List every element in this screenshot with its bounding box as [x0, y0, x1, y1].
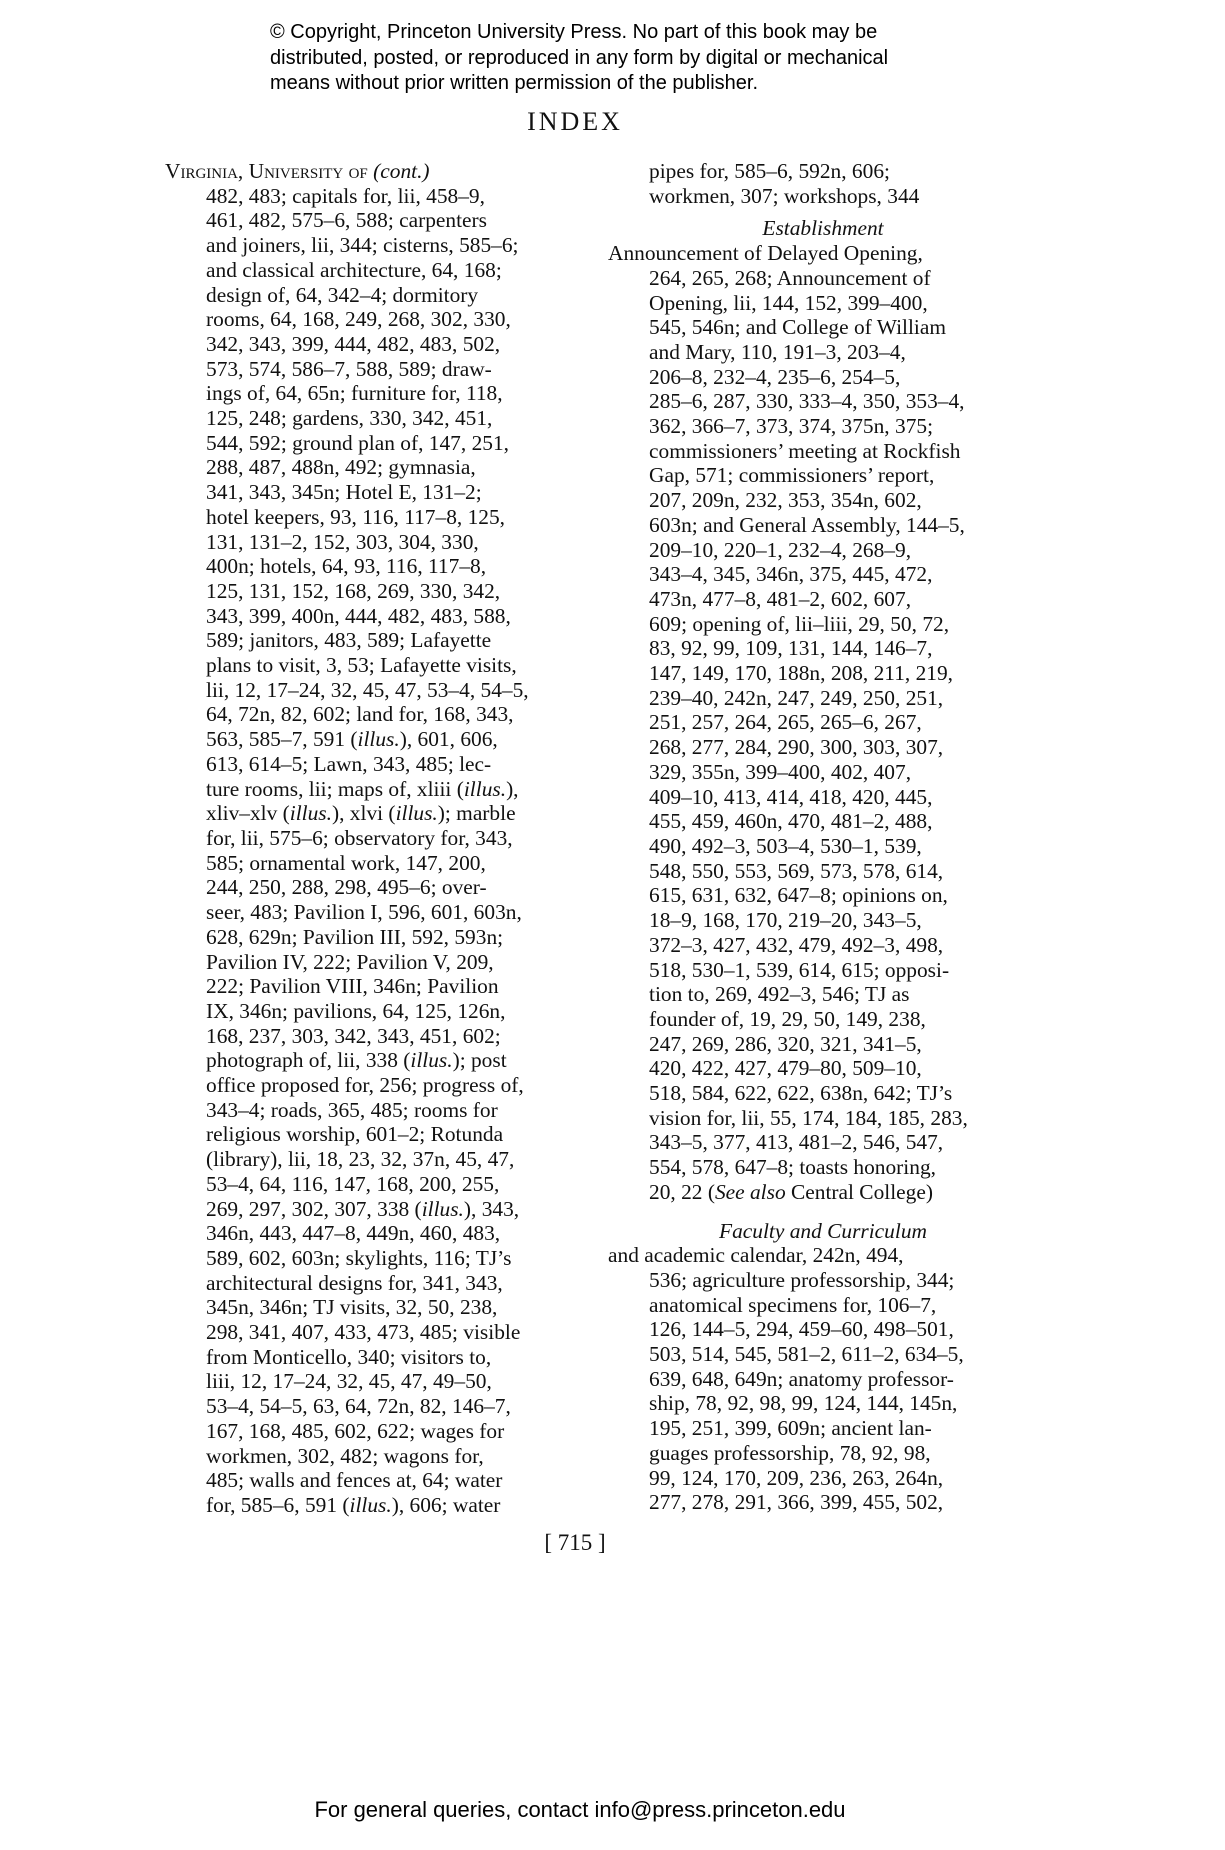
index-line: commissioners’ meeting at Rockfish — [649, 438, 961, 463]
index-line: 461, 482, 575–6, 588; carpenters — [206, 208, 487, 233]
index-line: 490, 492–3, 503–4, 530–1, 539, — [649, 833, 922, 858]
index-line: workmen, 307; workshops, 344 — [649, 183, 920, 208]
section-heading-faculty: Faculty and Curriculum — [719, 1218, 927, 1243]
line-text: ); post — [452, 1048, 507, 1073]
index-line: 342, 343, 399, 444, 482, 483, 502, — [206, 331, 501, 356]
index-line: ship, 78, 92, 98, 99, 124, 144, 145n, — [649, 1391, 958, 1416]
line-text: 563, 585–7, 591 ( — [206, 727, 358, 752]
index-line: hotel keepers, 93, 116, 117–8, 125, — [206, 504, 506, 529]
index-line: 167, 168, 485, 602, 622; wages for — [206, 1418, 505, 1443]
index-line: 345n, 346n; TJ visits, 32, 50, 238, — [206, 1295, 498, 1320]
entry-continued: (cont.) — [373, 159, 430, 183]
index-line: 277, 278, 291, 366, 399, 455, 502, — [649, 1490, 944, 1515]
index-line: 343–5, 377, 413, 481–2, 546, 547, — [649, 1130, 944, 1155]
index-line: 639, 648, 649n; anatomy professor- — [649, 1366, 954, 1391]
page-title: INDEX — [527, 107, 623, 136]
index-line: 589, 602, 603n; skylights, 116; TJ’s — [206, 1245, 512, 1270]
index-line — [165, 727, 575, 752]
index-line: 603n; and General Assembly, 144–5, — [649, 512, 965, 537]
index-line: 341, 343, 345n; Hotel E, 131–2; — [206, 480, 482, 505]
index-line: 609; opening of, lii–liii, 29, 50, 72, — [649, 611, 950, 636]
see-also-italic: See also — [714, 1179, 786, 1204]
index-line: 485; walls and fences at, 64; water — [206, 1468, 503, 1493]
index-line: tion to, 269, 492–3, 546; TJ as — [649, 982, 910, 1007]
index-line: 125, 131, 152, 168, 269, 330, 342, — [206, 578, 501, 603]
index-line: rooms, 64, 168, 249, 268, 302, 330, — [206, 307, 511, 332]
index-line: 372–3, 427, 432, 479, 492–3, 498, — [649, 932, 944, 957]
index-line: 536; agriculture professorship, 344; — [649, 1267, 955, 1292]
illus-italic: illus. — [421, 1196, 464, 1221]
index-line: and academic calendar, 242n, 494, — [608, 1243, 904, 1268]
index-line: 268, 277, 284, 290, 300, 303, 307, — [649, 735, 944, 760]
index-line: for, lii, 575–6; observatory for, 343, — [206, 825, 513, 850]
index-line — [608, 1180, 1018, 1205]
index-line: 420, 422, 427, 479–80, 509–10, — [649, 1056, 922, 1081]
line-text: ture rooms, lii; maps of, xliii ( — [206, 776, 464, 801]
index-line: 222; Pavilion VIII, 346n; Pavilion — [206, 974, 499, 999]
index-line: 615, 631, 632, 647–8; opinions on, — [649, 883, 948, 908]
line-text: for, 585–6, 591 ( — [206, 1492, 350, 1517]
index-line: liii, 12, 17–24, 32, 45, 47, 49–50, — [206, 1369, 492, 1394]
entry-name: Virginia, University of — [165, 159, 368, 183]
index-line: plans to visit, 3, 53; Lafayette visits, — [206, 653, 517, 678]
line-text: ), xlvi ( — [331, 801, 396, 826]
index-line: 239–40, 242n, 247, 249, 250, 251, — [649, 685, 944, 710]
index-line: 400n; hotels, 64, 93, 116, 117–8, — [206, 554, 487, 579]
index-line: Opening, lii, 144, 152, 399–400, — [649, 290, 928, 315]
line-text: ), 601, 606, — [399, 727, 498, 752]
index-line: 131, 131–2, 152, 303, 304, 330, — [206, 529, 479, 554]
index-line: lii, 12, 17–24, 32, 45, 47, 53–4, 54–5, — [206, 677, 529, 702]
index-line: 544, 592; ground plan of, 147, 251, — [206, 430, 510, 455]
index-line: 125, 248; gardens, 330, 342, 451, — [206, 406, 493, 431]
index-line: 573, 574, 586–7, 588, 589; draw- — [206, 356, 492, 381]
index-line: IX, 346n; pavilions, 64, 125, 126n, — [206, 998, 506, 1023]
line-text: ), 606; water — [391, 1492, 501, 1517]
index-line: 195, 251, 399, 609n; ancient lan- — [649, 1416, 932, 1441]
index-line: and joiners, lii, 344; cisterns, 585–6; — [206, 233, 519, 258]
index-line: 343–4; roads, 365, 485; rooms for — [206, 1097, 498, 1122]
index-line: 343, 399, 400n, 444, 482, 483, 588, — [206, 603, 511, 628]
index-line: 207, 209n, 232, 353, 354n, 602, — [649, 488, 922, 513]
index-line: 83, 92, 99, 109, 131, 144, 146–7, — [649, 636, 933, 661]
index-line: 518, 530–1, 539, 614, 615; opposi- — [649, 957, 950, 982]
index-line: religious worship, 601–2; Rotunda — [206, 1122, 504, 1147]
index-line: Announcement of Delayed Opening, — [608, 241, 923, 266]
line-text: Central College) — [785, 1179, 933, 1204]
index-line: anatomical specimens for, 106–7, — [649, 1292, 937, 1317]
index-line: 206–8, 232–4, 235–6, 254–5, — [649, 364, 901, 389]
index-line: 518, 584, 622, 622, 638n, 642; TJ’s — [649, 1081, 953, 1106]
index-line: pipes for, 585–6, 592n, 606; — [649, 159, 890, 183]
index-line: 362, 366–7, 373, 374, 375n, 375; — [649, 414, 934, 439]
index-line: 548, 550, 553, 569, 573, 578, 614, — [649, 858, 944, 883]
index-line: 346n, 443, 447–8, 449n, 460, 483, — [206, 1221, 501, 1246]
index-line: 503, 514, 545, 581–2, 611–2, 634–5, — [649, 1342, 964, 1367]
index-line — [165, 1197, 575, 1222]
index-line: 244, 250, 288, 298, 495–6; over- — [206, 875, 487, 900]
copyright-line: means without prior written permission of the publisher. — [270, 72, 759, 94]
index-line: 473n, 477–8, 481–2, 602, 607, — [649, 586, 912, 611]
index-column-left — [165, 159, 575, 1518]
index-line: Pavilion IV, 222; Pavilion V, 209, — [206, 949, 494, 974]
line-text: ), — [506, 776, 519, 801]
index-column-right — [608, 159, 1018, 1515]
index-line: and Mary, 110, 191–3, 203–4, — [649, 339, 906, 364]
index-line: founder of, 19, 29, 50, 149, 238, — [649, 1006, 926, 1031]
index-line: 53–4, 54–5, 63, 64, 72n, 82, 146–7, — [206, 1394, 511, 1419]
illus-italic: illus. — [289, 801, 332, 826]
index-line: ings of, 64, 65n; furniture for, 118, — [206, 381, 503, 406]
copyright-notice — [270, 20, 990, 97]
index-line — [165, 777, 575, 802]
index-line — [165, 801, 575, 826]
line-text: ); marble — [437, 801, 516, 826]
index-entry-heading — [165, 159, 575, 184]
index-line: 147, 149, 170, 188n, 208, 211, 219, — [649, 661, 954, 686]
index-line — [165, 1493, 575, 1518]
index-line: 53–4, 64, 116, 147, 168, 200, 255, — [206, 1171, 500, 1196]
index-line: 251, 257, 264, 265, 265–6, 267, — [649, 710, 922, 735]
index-line: 585; ornamental work, 147, 200, — [206, 850, 486, 875]
index-line: 64, 72n, 82, 602; land for, 168, 343, — [206, 702, 514, 727]
illus-italic: illus. — [349, 1492, 392, 1517]
index-line: seer, 483; Pavilion I, 596, 601, 603n, — [206, 900, 522, 925]
index-line: 628, 629n; Pavilion III, 592, 593n; — [206, 924, 504, 949]
illus-italic: illus. — [357, 727, 400, 752]
index-line: from Monticello, 340; visitors to, — [206, 1344, 492, 1369]
index-line: 247, 269, 286, 320, 321, 341–5, — [649, 1031, 922, 1056]
index-line: 298, 341, 407, 433, 473, 485; visible — [206, 1320, 521, 1345]
index-line: workmen, 302, 482; wagons for, — [206, 1443, 484, 1468]
index-line: 554, 578, 647–8; toasts honoring, — [649, 1155, 936, 1180]
index-line: 545, 546n; and College of William — [649, 315, 946, 340]
index-line: 168, 237, 303, 342, 343, 451, 602; — [206, 1023, 501, 1048]
footer-contact: For general queries, contact info@press.princeton.edu — [314, 1797, 846, 1822]
index-line: Gap, 571; commissioners’ report, — [649, 463, 935, 488]
index-line: guages professorship, 78, 92, 98, — [649, 1440, 931, 1465]
section-heading-establishment: Establishment — [762, 216, 884, 241]
index-line: 288, 487, 488n, 492; gymnasia, — [206, 455, 476, 480]
index-line: 126, 144–5, 294, 459–60, 498–501, — [649, 1317, 954, 1342]
index-line: and classical architecture, 64, 168; — [206, 257, 502, 282]
line-text: 269, 297, 302, 307, 338 ( — [206, 1196, 422, 1221]
index-line: 18–9, 168, 170, 219–20, 343–5, — [649, 908, 922, 933]
illus-italic: illus. — [395, 801, 438, 826]
index-line: 455, 459, 460n, 470, 481–2, 488, — [649, 809, 933, 834]
index-line: architectural designs for, 341, 343, — [206, 1270, 503, 1295]
copyright-line: © Copyright, Princeton University Press. No part of this book may be — [270, 21, 878, 43]
index-line: 589; janitors, 483, 589; Lafayette — [206, 628, 492, 653]
index-line — [165, 1048, 575, 1073]
index-line: 409–10, 413, 414, 418, 420, 445, — [649, 784, 933, 809]
index-line: 209–10, 220–1, 232–4, 268–9, — [649, 537, 912, 562]
copyright-line: distributed, posted, or reproduced in any form by digital or mechanical — [270, 46, 889, 69]
index-line: 343–4, 345, 346n, 375, 445, 472, — [649, 562, 933, 587]
page-number: [ 715 ] — [544, 1530, 606, 1555]
line-text: ), 343, — [463, 1196, 520, 1221]
line-text: xliv–xlv ( — [206, 801, 290, 826]
index-line: 285–6, 287, 330, 333–4, 350, 353–4, — [649, 389, 965, 414]
index-line: office proposed for, 256; progress of, — [206, 1073, 524, 1098]
index-line: 613, 614–5; Lawn, 343, 485; lec- — [206, 751, 492, 776]
index-line: vision for, lii, 55, 174, 184, 185, 283, — [649, 1105, 968, 1130]
index-line: 482, 483; capitals for, lii, 458–9, — [206, 183, 485, 208]
index-line: 264, 265, 268; Announcement of — [649, 265, 931, 290]
line-text: 20, 22 ( — [649, 1179, 715, 1204]
line-text: photograph of, lii, 338 ( — [206, 1048, 411, 1073]
index-line: 99, 124, 170, 209, 236, 263, 264n, — [649, 1465, 944, 1490]
index-line: (library), lii, 18, 23, 32, 37n, 45, 47, — [206, 1147, 515, 1172]
illus-italic: illus. — [410, 1048, 453, 1073]
illus-italic: illus. — [463, 776, 507, 801]
index-line: 329, 355n, 399–400, 402, 407, — [649, 759, 912, 784]
index-line: design of, 64, 342–4; dormitory — [206, 282, 479, 307]
